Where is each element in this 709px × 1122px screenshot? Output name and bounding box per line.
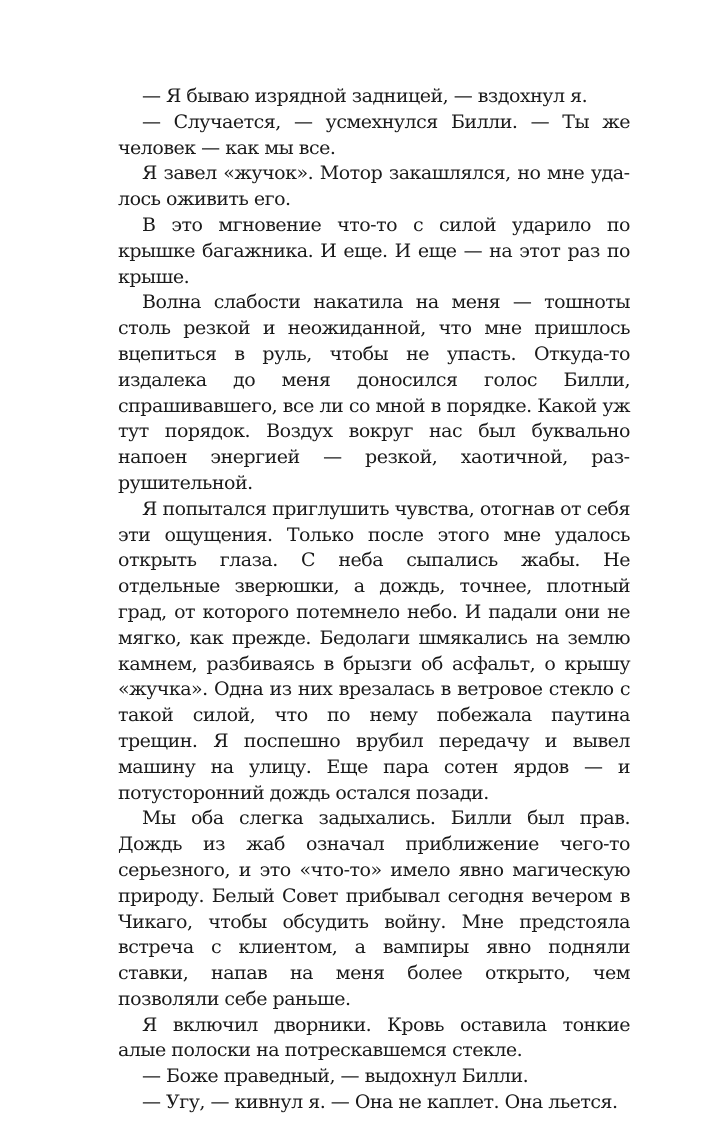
paragraph-7: Мы оба слегка задыхались. Билли был прав. Дождь из жаб означал приближение чего-то серьезного, и это «что-то» имело явно магическую природу. Белый Совет прибывал сегодня вечером в Чикаго, чтобы обсудить войну. Мне предстояла встреча с клиентом, а вампиры явно подняли ставки, напав на меня более открыто, чем позволяли себе раньше.: [118, 807, 630, 1010]
paragraph-2: — Случается, — усмехнулся Билли. — Ты же человек — как мы все.: [118, 110, 630, 159]
paragraph-3: Я завел «жучок». Мотор закашлялся, но мне удалось оживить его.: [118, 162, 630, 211]
paragraph-8: Я включил дворники. Кровь оставила тонкие алые полоски на потрескавшемся стекле.: [118, 1013, 630, 1062]
paragraph-10: — Угу, — кивнул я. — Она не каплет. Она льется.: [142, 1091, 618, 1114]
paragraph-4: В это мгновение что-то с силой ударило по крышке багажника. И еще. И еще — на этот раз по крыше.: [118, 213, 630, 288]
paragraph-1: — Я бываю изрядной задницей, — вздохнул я.: [142, 85, 588, 107]
paragraph-5: Волна слабости накатила на меня — тошноты столь резкой и неожиданной, что мне пришлось вцепиться в руль, чтобы не упасть. Откуда-то издалека до меня доносился голос Билли, спрашивавшего, все ли со мной в порядке. Какой уж тут порядок. Воздух вокруг нас был буквально напоен энергией — резкой, хаотичной, разрушительной.: [118, 291, 630, 494]
paragraph-6: Я попытался приглушить чувства, отогнав от себя эти ощущения. Только после этого мне удалось открыть глаза. С неба сыпались жабы. Не отдельные зверюшки, а дождь, точнее, плотный град, от которого потемнело небо. И падали они не мягко, как прежде. Бедолаги шмякались на землю камнем, разбиваясь в брызги об асфальт, о крышу «жучка». Одна из них врезалась в ветровое стекло с такой силой, что по нему побежала паутина трещин. Я поспешно врубил передачу и вывел машину на улицу. Еще пара сотен ярдов — и потусторонний дождь остался позади.: [118, 497, 630, 804]
page-text: [118, 84, 630, 1116]
paragraph-9: — Боже праведный, — выдохнул Билли.: [142, 1065, 529, 1088]
